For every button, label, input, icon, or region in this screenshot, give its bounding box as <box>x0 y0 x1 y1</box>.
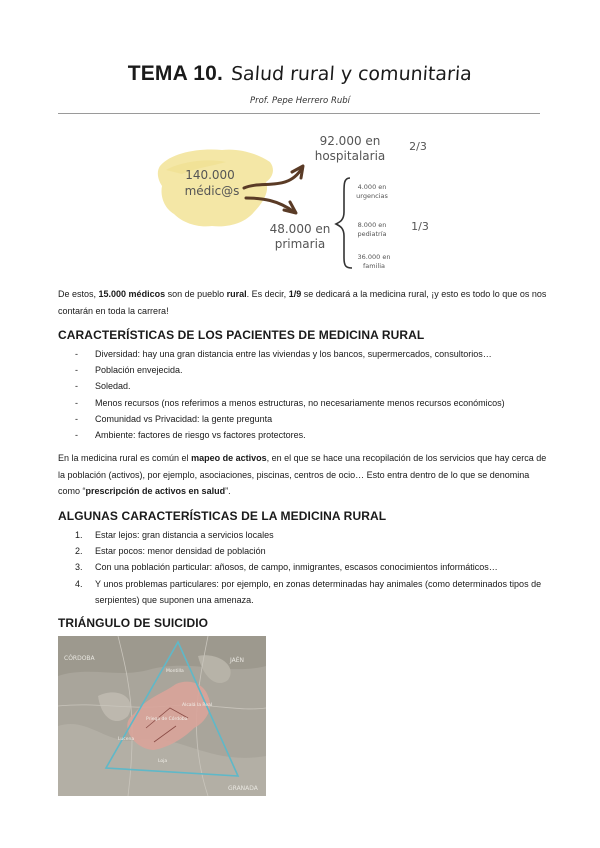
author-line: Prof. Pepe Herrero Rubí <box>249 96 351 106</box>
hospital-line1: 92.000 en <box>319 134 381 148</box>
primary-line1: 48.000 en <box>269 222 331 236</box>
list-item: - Ambiente: factores de riesgo vs factores protectores. <box>58 427 550 443</box>
map-label-town-d: Lucena <box>118 737 135 742</box>
map-label-town-e: Loja <box>158 759 168 764</box>
map-label-jaen: JAÉN <box>230 657 245 664</box>
primary-fraction: 1/3 <box>411 220 429 233</box>
mapeo-text-3: ”. <box>225 486 231 496</box>
intro-text-3: . Es decir, <box>246 289 289 299</box>
total-line1: 140.000 <box>185 168 235 182</box>
list-item: - Soledad. <box>58 378 550 394</box>
list-text: Estar lejos: gran distancia a servicios locales <box>95 530 274 540</box>
list-text: Y unos problemas particulares: por ejemplo, en zonas determinadas hay animales (como determinados tipos de serpientes) que suponen una amenaza. <box>95 578 542 605</box>
mapeo-text-1: En la medicina rural es común el <box>58 453 192 463</box>
list-text: Con una población particular: añosos, de campo, inmigrantes, escasos conocimientos informáticos… <box>95 562 498 573</box>
map-label-granada: GRANADA <box>228 785 258 792</box>
mapeo-bold-1: mapeo de activos <box>191 453 267 463</box>
list-item: - Población envejecida. <box>58 362 550 378</box>
curly-brace <box>336 178 352 268</box>
map-label-town-a: Montilla <box>166 669 184 674</box>
mapeo-paragraph <box>58 450 548 500</box>
medicina-rural-list <box>58 527 550 608</box>
list-item <box>58 543 550 559</box>
sub-urgencias-line1: 4.000 en <box>357 183 387 191</box>
map-label-town-c: Alcalá la Real <box>182 703 213 708</box>
list-item: - Menos recursos (nos referimos a menos estructuras, no necesariamente menos recursos económicos) <box>58 395 550 411</box>
list-item: - Diversidad: hay una gran distancia entre las viviendas y los bancos, supermercados, consultorios… <box>58 346 550 362</box>
section-heading-medicina-rural: ALGUNAS CARACTERÍSTICAS DE LA MEDICINA RURAL <box>58 509 387 523</box>
list-number: 1. <box>75 530 83 540</box>
page-title <box>0 62 600 86</box>
hospital-line2: hospitalaria <box>314 149 386 163</box>
intro-paragraph <box>58 286 548 319</box>
sub-pediatria-line1: 8.000 en <box>357 221 387 229</box>
header-divider <box>58 113 540 114</box>
title-subtitle: Salud rural y comunitaria <box>230 63 474 85</box>
doctor-distribution-diagram <box>0 118 600 278</box>
list-item <box>58 576 550 608</box>
list-item <box>58 527 550 543</box>
list-item: - Comunidad vs Privacidad: la gente pregunta <box>58 411 550 427</box>
section-heading-triangulo: TRIÁNGULO DE SUICIDIO <box>58 616 209 630</box>
list-number: 4. <box>75 578 83 589</box>
pacientes-list <box>58 346 550 443</box>
total-line2: médic@s <box>184 184 240 198</box>
list-text: Estar pocos: menor densidad de población <box>95 546 266 557</box>
intro-bold-medicos: 15.000 médicos <box>98 289 166 299</box>
intro-bold-rural: rural <box>226 289 247 299</box>
map-label-town-b: Priego de Córdoba <box>146 717 188 722</box>
sub-urgencias-line2: urgencias <box>356 192 388 200</box>
map-label-cordoba: CÓRDOBA <box>64 655 95 662</box>
intro-text-4: se dedicará a la medicina rural, ¡y esto es todo lo que os nos contarán en toda la carrera! <box>58 289 547 316</box>
sub-familia-line1: 36.000 en <box>357 253 391 261</box>
map-graphic <box>58 636 266 796</box>
section-heading-pacientes: CARACTERÍSTICAS DE LOS PACIENTES DE MEDICINA RURAL <box>58 328 425 342</box>
title-tema: TEMA 10. <box>127 62 224 85</box>
list-item <box>58 559 550 575</box>
sub-pediatria-line2: pediatría <box>357 230 387 238</box>
hospital-fraction: 2/3 <box>409 140 427 153</box>
mapeo-bold-2: prescripción de activos en salud <box>85 486 226 496</box>
intro-text-2: son de pueblo <box>165 289 227 299</box>
intro-text-1: De estos, <box>58 289 99 299</box>
mapeo-text-2: , en el que se hace una recopilación de los servicios que hay cerca de la población (activos), por ejemplo, asociaciones, piscinas, centros de ocio… Esto entra dentro de lo que se denomina como “ <box>58 453 547 496</box>
intro-bold-fraction: 1/9 <box>288 289 302 299</box>
suicide-triangle-map <box>58 636 266 796</box>
primary-line2: primaria <box>274 237 326 251</box>
list-number: 3. <box>75 562 83 573</box>
sub-familia-line2: familia <box>362 262 386 270</box>
list-number: 2. <box>75 546 83 557</box>
